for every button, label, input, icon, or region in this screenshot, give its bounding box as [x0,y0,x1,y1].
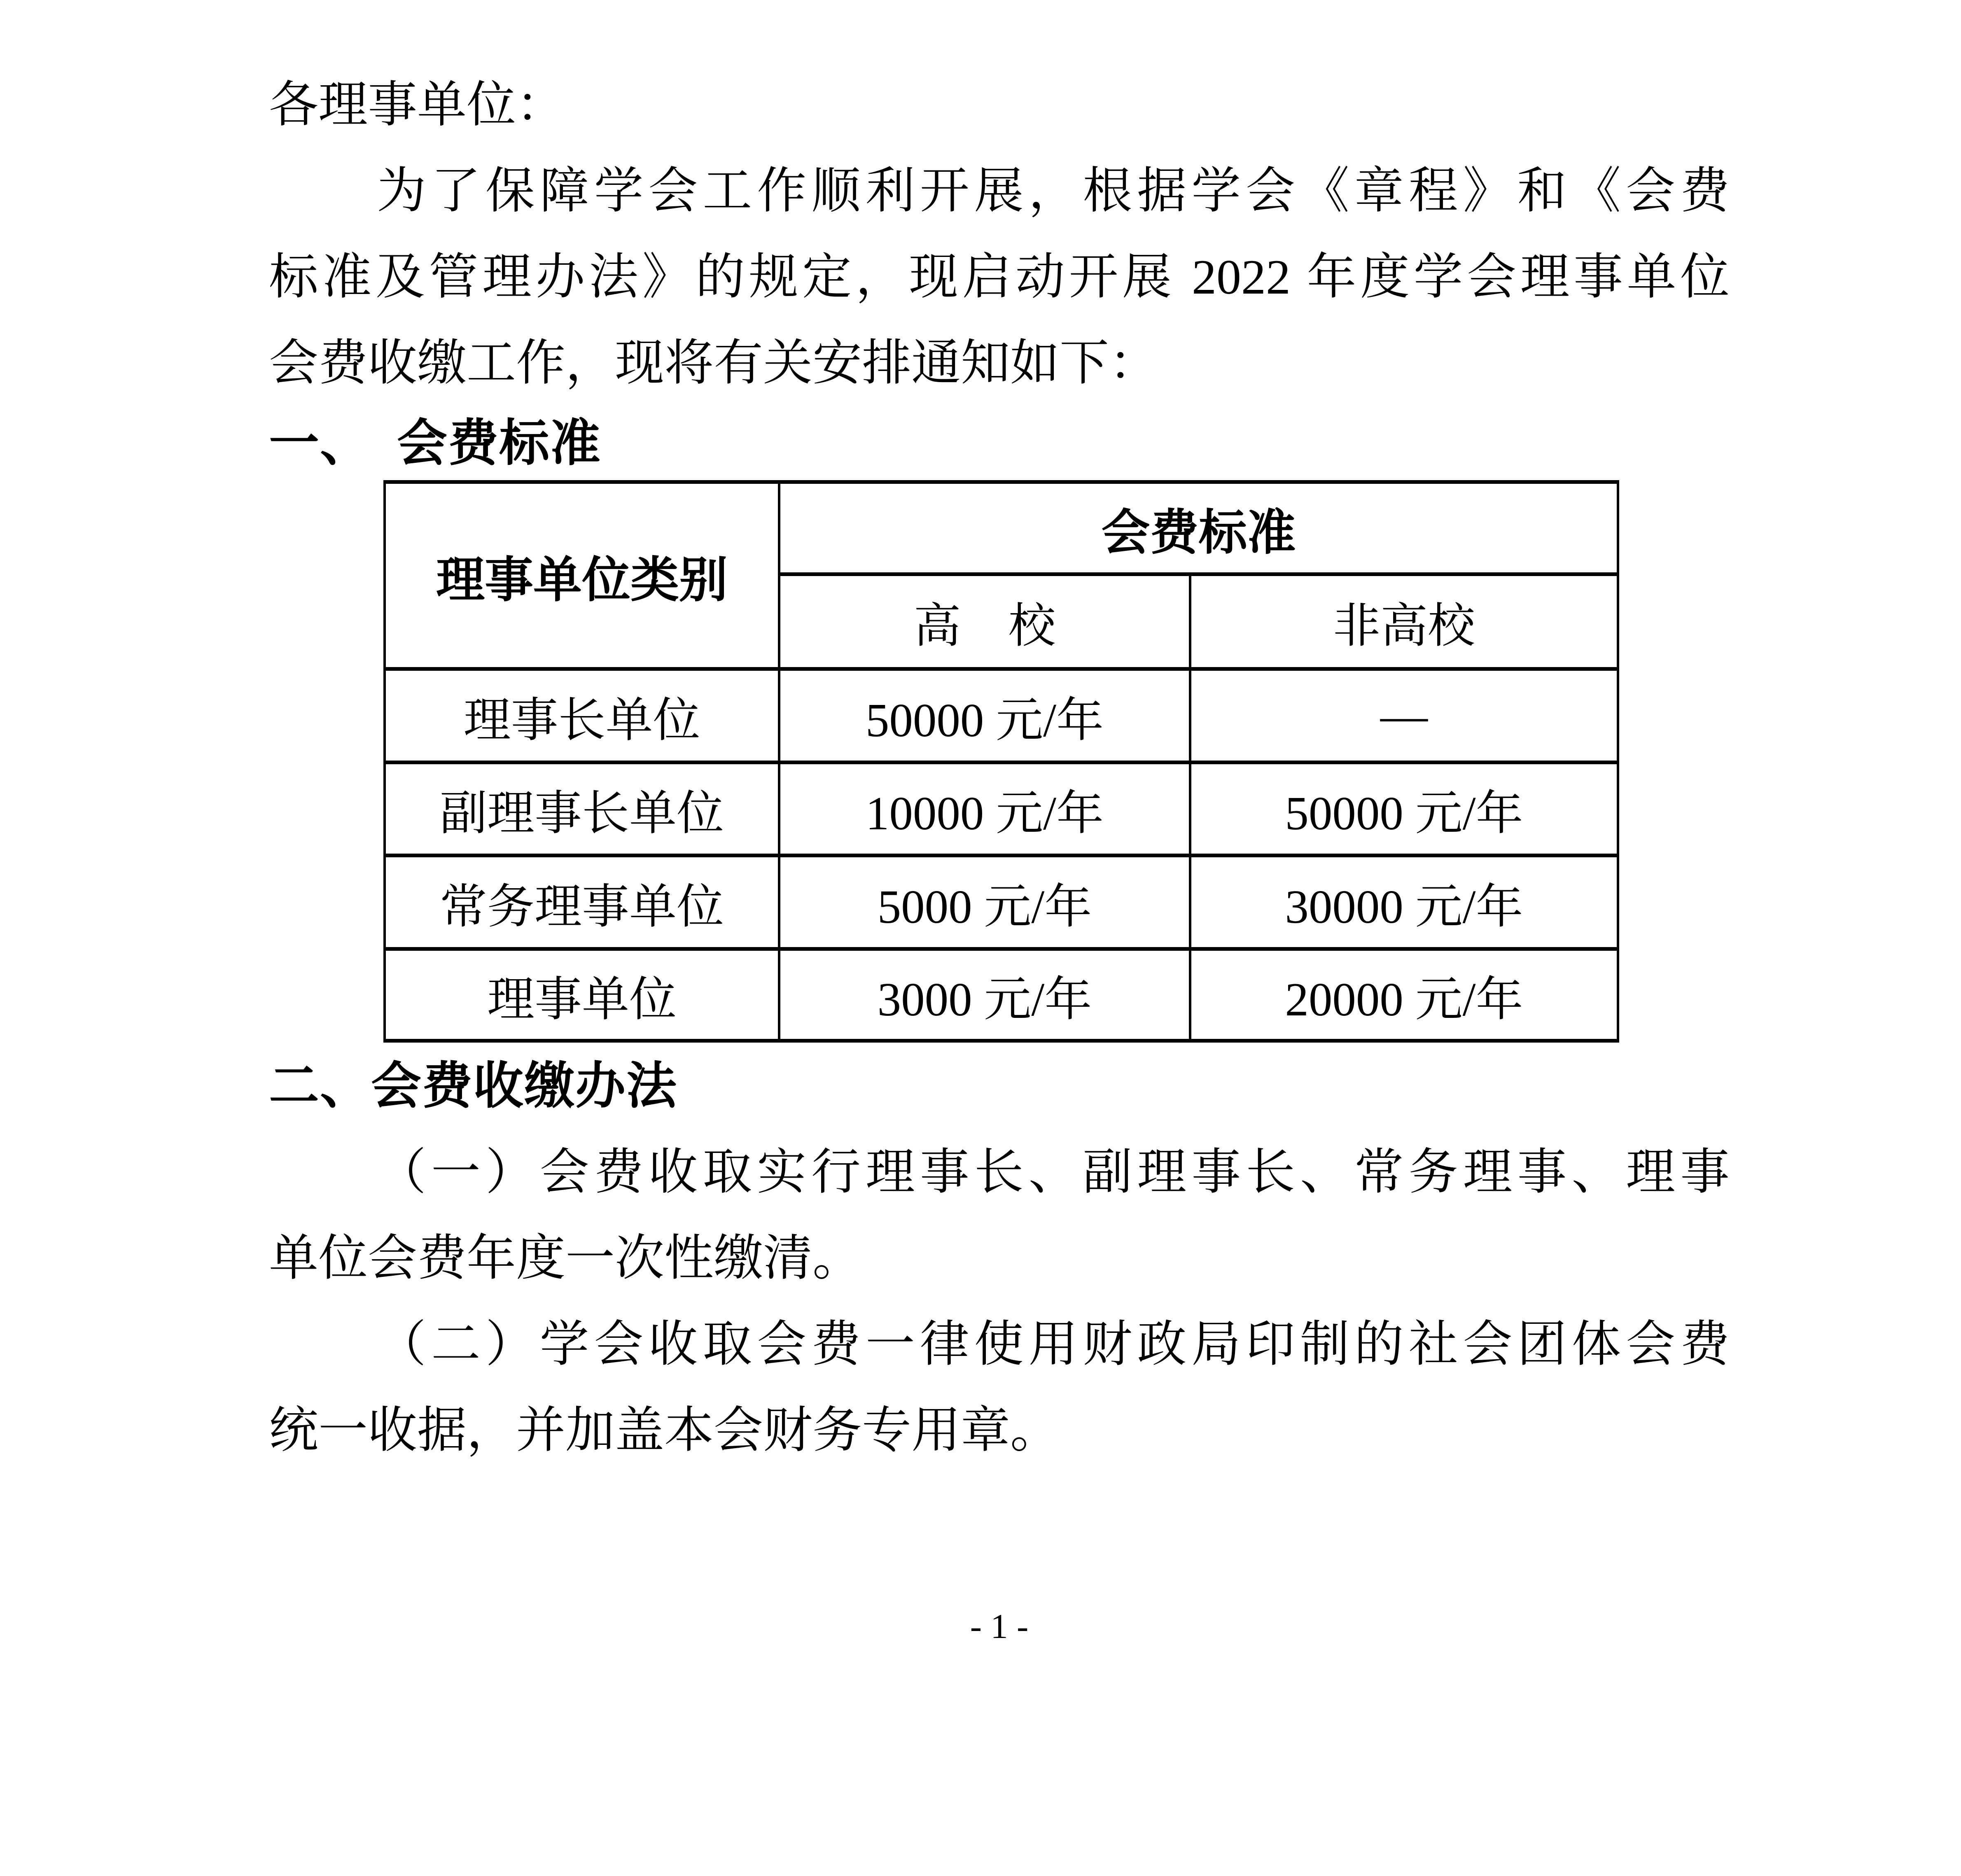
col-header-university-cell: 高 校 [779,574,1190,669]
category-cell: 副理事长单位 [385,763,779,856]
method-2-line-2: 统一收据，并加盖本会财务专用章。 [269,1403,1060,1458]
section-2-heading: 二、会费收缴办法 [269,1058,677,1114]
col-header-non-university-cell: 非高校 [1190,574,1618,669]
category-cell: 理事单位 [385,949,779,1041]
table-row [385,949,1618,1041]
method-1-line-2: 单位会费年度一次性缴清。 [269,1231,862,1286]
group-header-cell: 会费标准 [779,482,1618,574]
university-fee-cell: 5000 元/年 [779,856,1190,949]
table-header-row-1 [385,482,1618,574]
university-fee-cell: 3000 元/年 [779,949,1190,1041]
category-cell: 常务理事单位 [385,856,779,949]
table-row [385,856,1618,949]
non-university-fee-cell: 20000 元/年 [1190,949,1618,1041]
intro-paragraph [269,148,1730,406]
page-number: - 1 - [970,1607,1029,1646]
intro-line-1: 为了保障学会工作顺利开展，根据学会《章程》和《会费 [377,163,1730,218]
table-row [385,669,1618,763]
category-cell: 理事长单位 [385,669,779,763]
university-fee-cell: 10000 元/年 [779,763,1190,856]
method-paragraph-1 [269,1129,1730,1301]
university-fee-cell: 50000 元/年 [779,669,1190,763]
intro-line-3: 会费收缴工作，现将有关安排通知如下： [269,336,1158,390]
non-university-fee-cell: — [1190,669,1618,763]
section-1-heading: 一、 会费标准 [269,415,601,471]
non-university-fee-cell: 50000 元/年 [1190,763,1618,856]
document-content [269,62,1730,1473]
corner-header-cell: 理事单位类别 [385,482,779,669]
non-university-fee-cell: 30000 元/年 [1190,856,1618,949]
table-row [385,763,1618,856]
method-paragraph-2 [269,1301,1730,1473]
method-2-line-1: （二）学会收取会费一律使用财政局印制的社会团体会费 [377,1317,1730,1372]
salutation-line: 各理事单位： [269,77,565,132]
fee-standard-table [383,480,1619,1043]
method-1-line-1: （一）会费收取实行理事长、副理事长、常务理事、理事 [377,1145,1730,1199]
intro-line-2: 标准及管理办法》的规定，现启动开展 2022 年度学会理事单位 [269,250,1730,304]
